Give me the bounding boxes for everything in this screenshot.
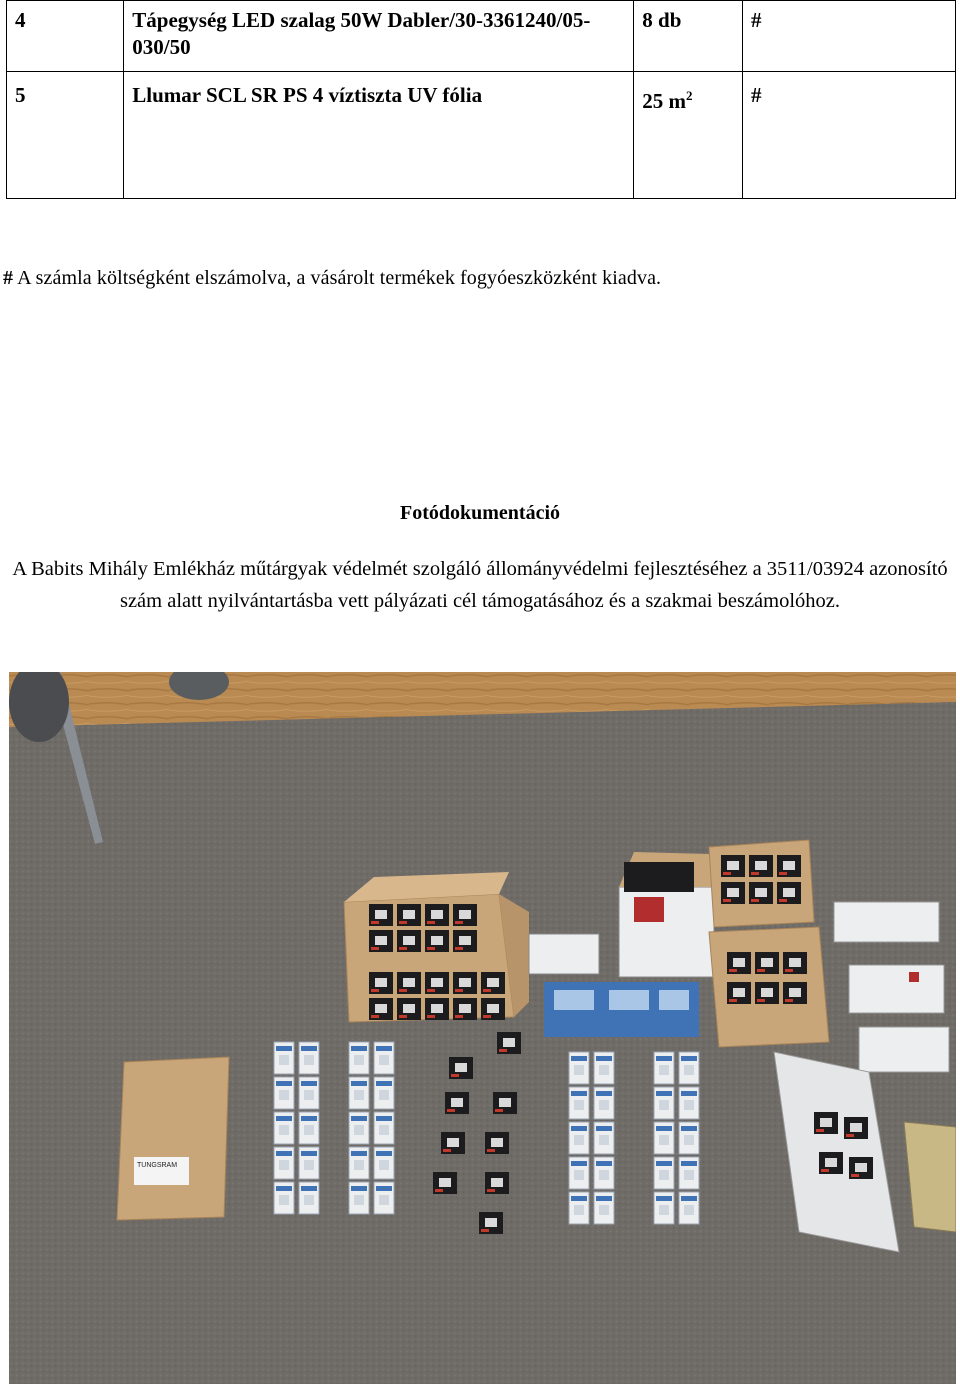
row-number: 5 xyxy=(7,72,124,199)
note-marker: # xyxy=(742,1,955,72)
product-name: Llumar SCL SR PS 4 víztiszta UV fólia xyxy=(124,72,634,199)
items-table xyxy=(6,0,956,199)
quantity-cell xyxy=(634,72,743,199)
footnote-marker: # xyxy=(3,267,14,289)
intro-paragraph: A Babits Mihály Emlékház műtárgyak védelmét szolgáló állományvédelmi fejlesztéséhez a 3511/03924 azonosító szám alatt nyilvántartásba vett pályázati cél támogatásához és a szakmai beszámolóhoz. xyxy=(12,558,948,612)
footnote-text: A számla költségként elszámolva, a vásárolt termékek fogyóeszközként kiadva. xyxy=(13,267,662,289)
table-row xyxy=(7,72,956,199)
photo-illustration xyxy=(9,672,956,1384)
quantity-superscript: 2 xyxy=(686,88,693,103)
section-title: Fotódokumentáció xyxy=(400,502,560,524)
product-name: Tápegység LED szalag 50W Dabler/30-3361240/05-030/50 xyxy=(124,1,634,72)
footnote xyxy=(3,264,661,292)
note-marker: # xyxy=(742,72,955,199)
box-label: TUNGSRAM xyxy=(137,1162,178,1169)
product-photo xyxy=(9,672,956,1384)
quantity: 25 m xyxy=(642,89,687,113)
table-row xyxy=(7,1,956,72)
quantity: 8 db xyxy=(634,1,743,72)
row-number: 4 xyxy=(7,1,124,72)
